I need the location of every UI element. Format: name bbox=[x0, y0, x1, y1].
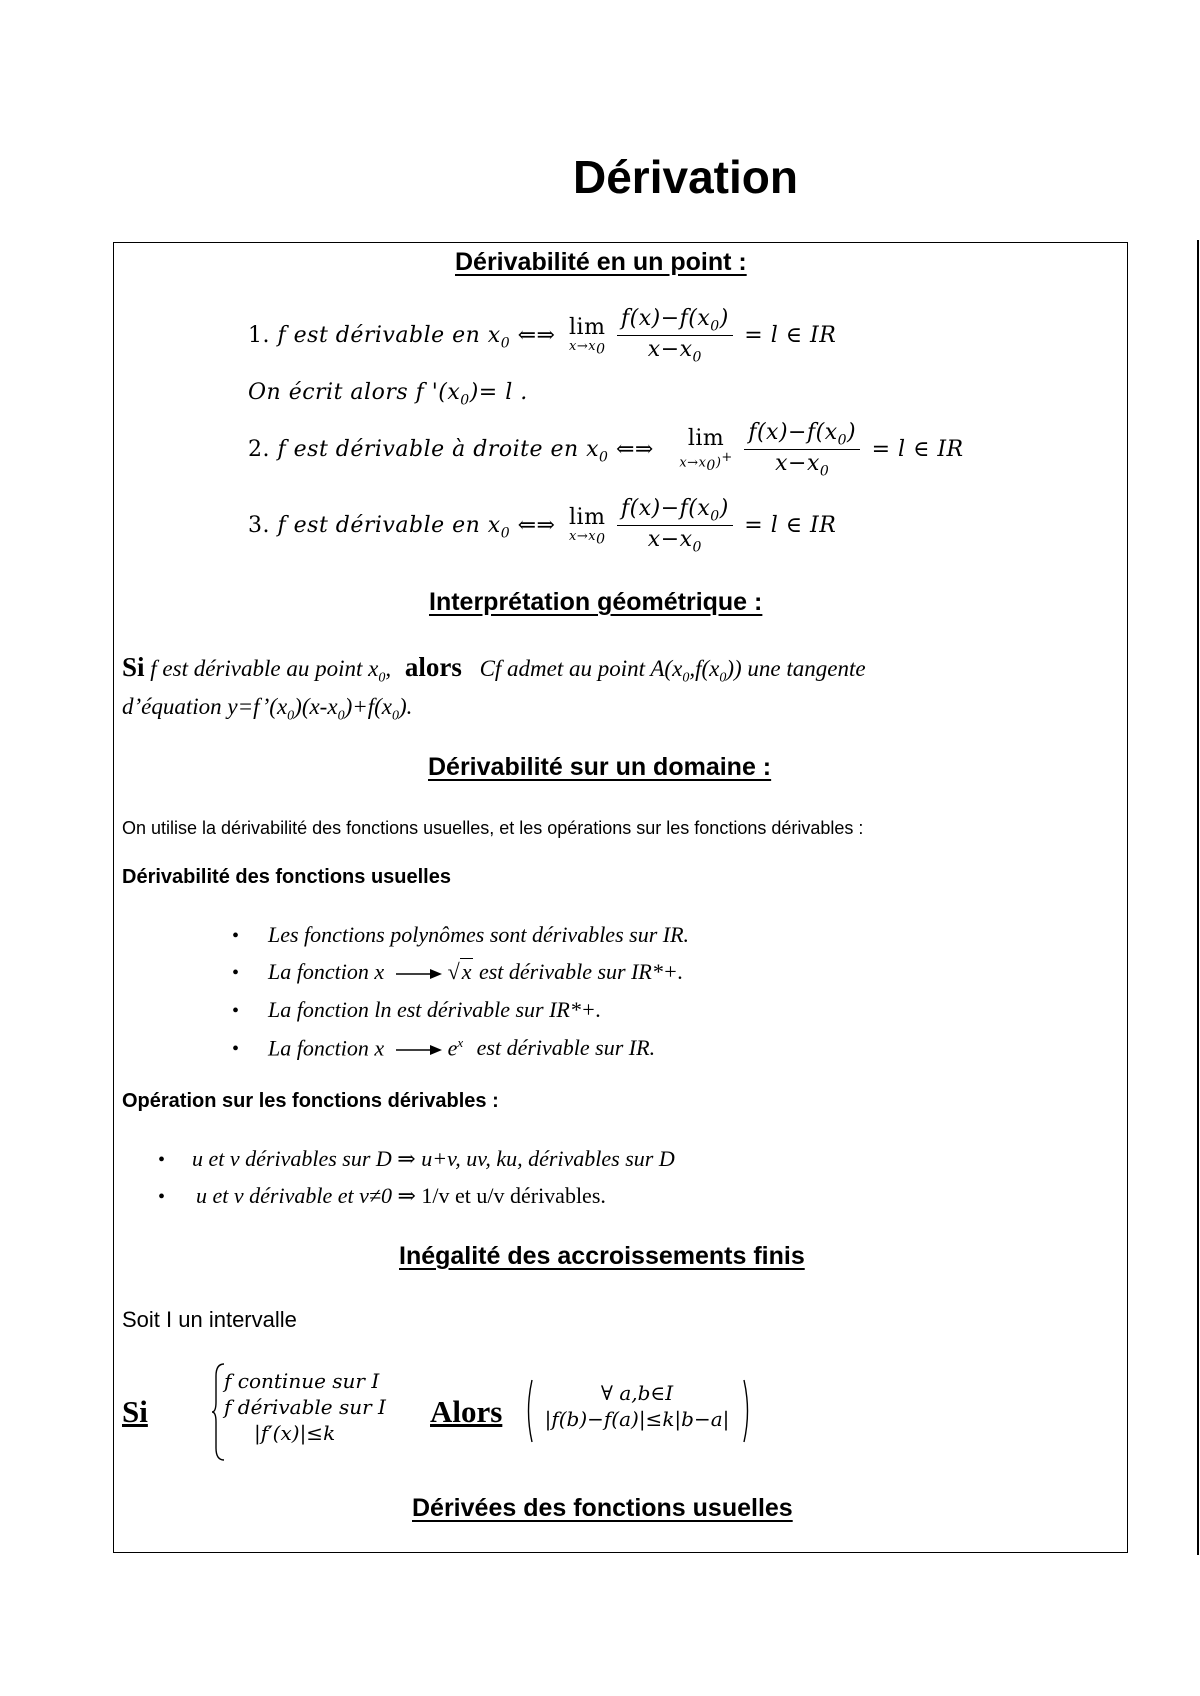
result-block: ∀ a,b∈I |f(b)−f(a)|≤k|b−a| bbox=[544, 1381, 730, 1431]
right-paren-icon bbox=[742, 1378, 752, 1444]
operation-1: • u et v dérivables sur D ⇒ u+v, uv, ku, dérivables sur D bbox=[158, 1146, 675, 1171]
bullet-exp: • La fonction x $e^x$ est dérivable sur IR. bbox=[232, 1035, 656, 1061]
interpretation-line-1: Si f est dérivable au point $x_0$, alors Cf admet au point $A(x_0,f(x_0))$ une tangente bbox=[122, 652, 866, 686]
bullet-polynomes: • Les fonctions polynômes sont dérivables sur IR. bbox=[232, 922, 690, 947]
alors-label: Alors bbox=[430, 1394, 503, 1429]
heading-interpretation: Interprétation géométrique : bbox=[429, 588, 763, 616]
heading-derivees-usuelles: Dérivées des fonctions usuelles bbox=[412, 1494, 793, 1522]
domaine-intro: On utilise la dérivabilité des fonctions usuelles, et les opérations sur les fonctions dérivables : bbox=[122, 818, 864, 838]
page-title: Dérivation bbox=[573, 151, 798, 203]
si-label: Si bbox=[122, 1394, 148, 1429]
arrow-right-icon bbox=[394, 967, 444, 981]
bullet-ln: • La fonction ln est dérivable sur IR*+. bbox=[232, 997, 602, 1022]
operation-2: • u et v dérivable et v≠0 ⇒ 1/v et u/v dérivables. bbox=[158, 1183, 606, 1208]
soit-intervalle: Soit I un intervalle bbox=[122, 1307, 297, 1332]
heading-accroissements-finis: Inégalité des accroissements finis bbox=[399, 1242, 805, 1270]
heading-derivabilite-point: Dérivabilité en un point : bbox=[455, 248, 747, 276]
subheading-fonctions-usuelles: Dérivabilité des fonctions usuelles bbox=[122, 866, 451, 888]
bullet-racine: • La fonction x √x est dérivable sur IR*+. bbox=[232, 959, 684, 984]
arrow-right-icon bbox=[394, 1043, 444, 1057]
heading-derivabilite-domaine: Dérivabilité sur un domaine : bbox=[428, 753, 772, 781]
notation-note: On écrit alors f '$(x_0)= l$ . bbox=[248, 380, 528, 409]
definition-2: 2. f est dérivable à droite en $x_0$ ⇐⇒ lim $x\to x_0)^+$ $\frac{f(x)-f(x_0)}{x-x_0}$ = l ∈ IR bbox=[248, 420, 964, 480]
subheading-operations: Opération sur les fonctions dérivables : bbox=[122, 1090, 499, 1112]
interpretation-line-2: d’équation $y=f’(x_0)(x-x_0)+f(x_0)$. bbox=[122, 694, 413, 724]
conditions-block: f continue sur I f dérivable sur I |f′(x)|≤k bbox=[224, 1369, 386, 1445]
definition-1: 1. f est dérivable en $x_0$ ⇐⇒ lim $x\to x_0$ $\frac{f(x)-f(x_0)}{x-x_0}$ = l ∈ IR bbox=[248, 306, 837, 366]
right-margin-rule bbox=[1197, 240, 1199, 1555]
definition-3: 3. f est dérivable en $x_0$ ⇐⇒ lim $x\to x_0$ $\frac{f(x)-f(x_0)}{x-x_0}$ = l ∈ IR bbox=[248, 496, 837, 556]
